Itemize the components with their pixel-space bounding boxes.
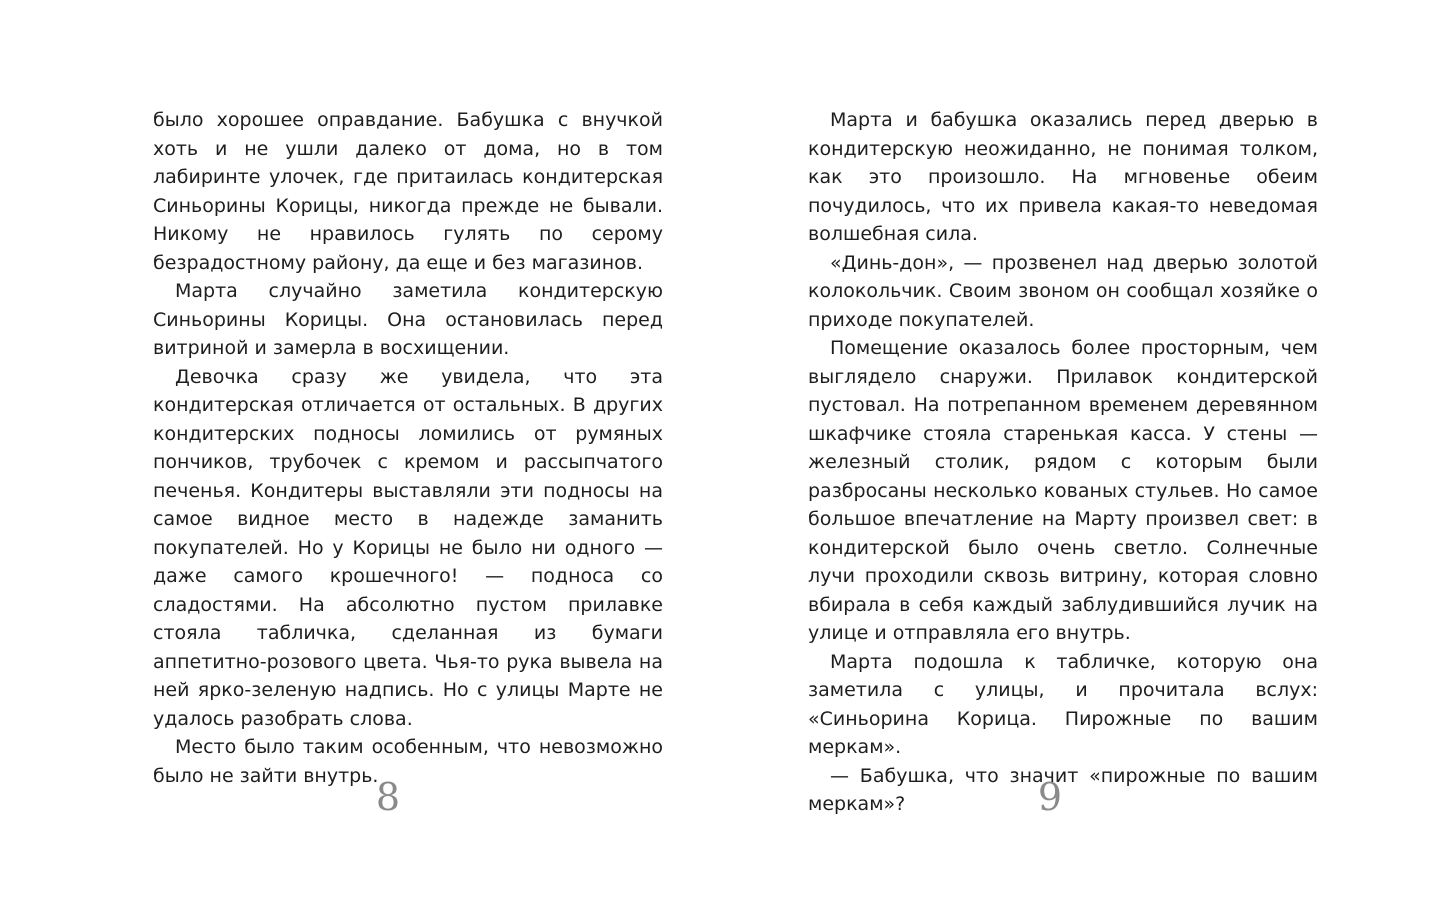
paragraph: Марта и бабушка оказались перед дверью в кондитерскую неожиданно, не понимая толком, как это произошло. На мгновенье обеим почудилось, что их привела какая-то неведомая волшебная сила.	[808, 109, 1318, 245]
right-page-text	[808, 106, 1318, 819]
paragraph: Марта случайно заметила кондитерскую Синьорины Корицы. Она остановилась перед витриной и замерла в восхищении.	[153, 280, 663, 359]
paragraph: — Бабушка, что значит «пирожные по вашим меркам»?	[808, 764, 1318, 815]
page-number-left: 8	[375, 775, 401, 819]
page-number-right: 9	[1037, 775, 1063, 819]
right-page	[808, 106, 1318, 819]
paragraph: Девочка сразу же увидела, что эта кондитерская отличается от остальных. В других кондитерских подносы ломились от румяных пончиков, трубочек с кремом и рассыпчатого печенья. Кондитеры выставляли эти подносы на самое видное место в надежде заманить покупателей. Но у Корицы не было ни одного — даже самого крошечного! — подноса со сладостями. На абсолютно пустом прилавке стояла табличка, сделанная из бумаги аппетитно-розового цвета. Чья-то рука вывела на ней ярко-зеленую надпись. Но с улицы Марте не удалось разобрать слова.	[153, 365, 663, 730]
paragraph: было хорошее оправдание. Бабушка с внучкой хоть и не ушли далеко от дома, но в том лабиринте улочек, где притаилась кондитерская Синьорины Корицы, никогда прежде не бывали. Никому не нравилось гулять по серому безрадостному району, да еще и без магазинов.	[153, 109, 663, 274]
left-page	[153, 106, 663, 790]
paragraph: Место было таким особенным, что невозможно было не зайти внутрь.	[153, 736, 663, 787]
paragraph: Марта подошла к табличке, которую она заметила с улицы, и прочитала вслух: «Синьорина Корица. Пирожные по вашим меркам».	[808, 650, 1318, 758]
paragraph: Помещение оказалось более просторным, чем выглядело снаружи. Прилавок кондитерской пустовал. На потрепанном временем деревянном шкафчике стояла старенькая касса. У стены — железный столик, рядом с которым были разбросаны несколько кованых стульев. Но самое большое впечатление на Марту произвел свет: в кондитерской было очень светло. Солнечные лучи проходили сквозь витрину, которая словно вбирала в себя каждый заблудившийся лучик на улице и отправляла его внутрь.	[808, 337, 1318, 644]
left-page-text	[153, 106, 663, 790]
paragraph: «Динь-дон», — прозвенел над дверью золотой колокольчик. Своим звоном он сообщал хозяйке о приходе покупателей.	[808, 251, 1318, 331]
